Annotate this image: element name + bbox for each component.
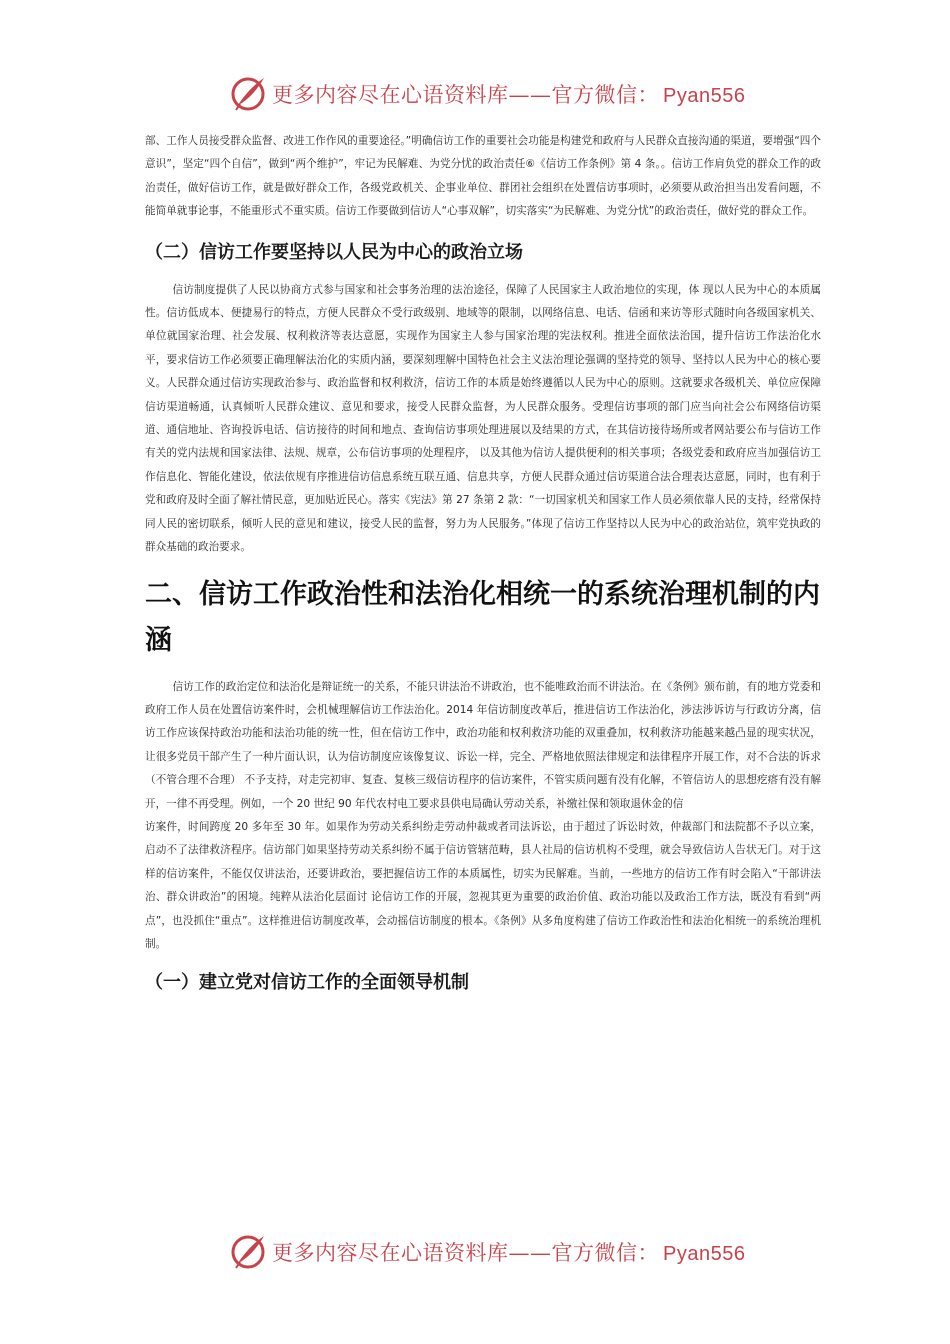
- banner-wechat-label: 官方微信：: [551, 83, 659, 107]
- paragraph-3: 信访工作的政治定位和法治化是辩证统一的关系，不能只讲法治不讲政治，也不能唯政治而不讲法治。在《条例》颁布前，有的地方党委和政府工作人员在处置信访案件时，会机械理解信访工作法治化。2014 年信访制度改革后，推进信访工作法治化，涉法涉诉访与行政访分离，信访工作应该保持政治功能和法治功能的统一性，但在信访工作中，政治功能和权利救济功能的双重叠加，权利救济功能越来越凸显的现实状况，让很多党员干部产生了一种片面认识，认为信访制度应该像复议、诉讼一样，完全、严格地依照法律规定和法律程序开展工作，对不合法的诉求（不管合理不合理） 不予支持，对走完初审、复查、复核三级信访程序的信访案件，不管实质问题有没有化解，不管信访人的思想疙瘩有没有解开，一律不再受理。例如，一个 20 世纪 90 年代农村电工要求县供电局确认劳动关系，补缴社保和领取退休金的信: [145, 680, 821, 810]
- quill-circle-logo-icon: [228, 74, 268, 114]
- banner-main-text: 更多内容尽在心语资料库: [272, 83, 509, 107]
- banner-main-text: 更多内容尽在心语资料库: [272, 1241, 509, 1265]
- banner-text: [272, 79, 745, 109]
- subheading-2: （二）信访工作要坚持以人民为中心的政治立场: [145, 241, 523, 263]
- header-banner-inner: [228, 74, 745, 114]
- paragraph-2: 信访制度提供了人民以协商方式参与国家和社会事务治理的法治途径，保障了人民国家主人政治地位的实现，体 现以人民为中心的本质属性。信访低成本、便捷易行的特点，方便人民群众不受行政级别、地域等的限制，以网络信息、电话、信函和来访等形式随时向各级国家机关、单位就国家治理、社会发展、权利救济等表达意愿，实现作为国家主人参与国家治理的宪法权利。推进全面依法治国，提升信访工作法治化水平，要求信访工作必须要正确理解法治化的实质内涵，要深刻理解中国特色社会主义法治理论强调的坚持党的领导、坚持以人民为中心的核心要义。人民群众通过信访实现政治参与、政治监督和权利救济，信访工作的本质是始终遵循以人民为中心的原则。这就要求各级机关、单位应保障信访渠道畅通，认真倾听人民群众建议、意见和要求，接受人民群众监督，为人民群众服务。受理信访事项的部门应当向社会公布网络信访渠道、通信地址、咨询投诉电话、信访接待的时间和地点、查询信访事项处理进展以及结果的方式，在其信访接待场所或者网站要公布与信访工作有关的党内法规和国家法律、法规、规章，公布信访事项的处理程序， 以及其他为信访人提供便利的相关事项；各级党委和政府应当加强信访工作信息化、智能化建设，依法依规有序推进信访信息系统互联互通、信息共享，方便人民群众通过信访渠道合法合理表达意愿，同时，也有利于党和政府及时全面了解社情民意，更加贴近民心。落实《宪法》第 27 条第 2 款：“一切国家机关和国家工作人员必须依靠人民的支持，经常保持同人民的密切联系，倾听人民的意见和建议，接受人民的监督，努力为人民服务。”体现了信访工作坚持以人民为中心的政治站位，筑牢党执政的群众基础的政治要求。: [145, 283, 821, 554]
- footer-banner-inner: [228, 1232, 745, 1272]
- subheading-2-1: （一）建立党对信访工作的全面领导机制: [145, 972, 469, 994]
- section-heading-2: 二、信访工作政治性和法治化相统一的系统治理机制的内涵: [145, 578, 820, 656]
- quill-circle-logo-icon: [228, 1232, 268, 1272]
- banner-wechat-label: 官方微信：: [551, 1241, 659, 1265]
- banner-separator: ——: [508, 83, 552, 107]
- paragraph-1: 部、工作人员接受群众监督、改进工作作风的重要途径。”明确信访工作的重要社会功能是构建党和政府与人民群众直接沟通的渠道，要增强“四个意识”，坚定“四个自信”，做到“两个维护”，牢记为民解难、为党分忧的政治责任⑥《信访工作条例》第 4 条。。信访工作肩负党的群众工作的政治责任，做好信访工作，就是做好群众工作，各级党政机关、企事业单位、群团社会组织在处置信访事项时，必须要从政治担当出发看问题，不能简单就事论事，不能重形式不重实质。信访工作要做到信访人“心事双解”，切实落实“为民解难、为党分忧”的政治责任，做好党的群众工作。: [145, 135, 821, 218]
- banner-text: [272, 1237, 745, 1267]
- document-body: [145, 130, 821, 996]
- paragraph-4: 访案件，时间跨度 20 多年至 30 年。如果作为劳动关系纠纷走劳动仲裁或者司法诉讼，由于超过了诉讼时效，仲裁部门和法院都不予以立案，启动不了法律救济程序。信访部门如果坚持劳动关系纠纷不属于信访管辖范畴，县人社局的信访机构不受理，就会导致信访人告状无门。对于这样的信访案件，不能仅仅讲法治，还要讲政治，要把握信访工作的本质属性，切实为民解难。当前，一些地方的信访工作有时会陷入“干部讲法治、群众讲政治”的困境。纯粹从法治化层面讨 论信访工作的开展，忽视其更为重要的政治价值、政治功能以及政治工作方法，既没有看到“两点”，也没抓住“重点”。这样推进信访制度改革，会动摇信访制度的根本。《条例》从多角度构建了信访工作政治性和法治化相统一的系统治理机制。: [145, 820, 821, 950]
- banner-separator: ——: [508, 1241, 552, 1265]
- footer-banner: [0, 1232, 950, 1272]
- banner-wechat-id: Pyan556: [663, 1243, 746, 1265]
- banner-wechat-id: Pyan556: [663, 85, 746, 107]
- header-banner: [0, 74, 950, 114]
